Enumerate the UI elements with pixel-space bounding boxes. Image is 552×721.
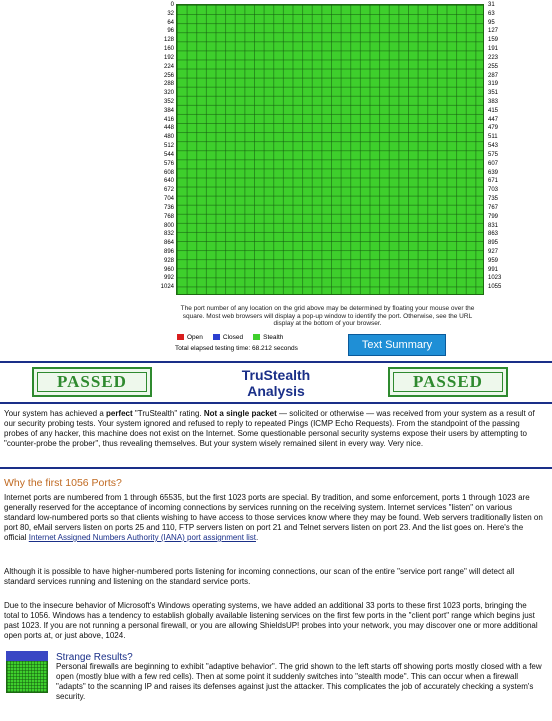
grid-row-start-label: 320: [163, 90, 174, 97]
analysis-title: [200, 367, 352, 399]
grid-row-start-label: 896: [163, 248, 174, 255]
summary-paragraph: Your system has achieved a perfect "TruStealth" rating. Not a single packet — solicited or otherwise — was received from your system as a result of our security probing tests. Your system ignored and refused to reply to repeated Pings (ICMP Echo Requests). From the standpoint of the passing probes of any hacker, this machine does not exist on the Internet. Some questionable personal security systems expose their users by attempting to "counter-probe the prober", thus revealing themselves. But your system wisely remained silent in every way. Very nice.: [4, 409, 535, 448]
grid-row-end-label: 927: [488, 248, 499, 255]
grid-row-start-label: 544: [163, 151, 174, 158]
grid-row-end-label: 159: [488, 37, 499, 44]
grid-row-end-label: 575: [488, 151, 499, 158]
grid-row-start-label: 640: [163, 178, 174, 185]
grid-row-start-label: 32: [167, 10, 174, 17]
grid-row-start-label: 224: [163, 63, 174, 70]
divider-middle: [0, 402, 552, 404]
analysis-title-line: Analysis: [247, 383, 305, 399]
legend-stealth-label: Stealth: [263, 334, 284, 341]
grid-row-start-label: 1024: [160, 284, 174, 291]
grid-row-start-label: 192: [163, 54, 174, 61]
legend-open: [177, 334, 203, 341]
passed-stamp-left: [32, 367, 152, 397]
grid-row-end-label: 991: [488, 266, 499, 273]
grid-row-start-label: 992: [163, 275, 174, 282]
grid-row-end-label: 543: [488, 143, 499, 150]
grid-row-start-label: 288: [163, 81, 174, 88]
grid-row-end-label: 703: [488, 187, 499, 194]
grid-row-end-label: 447: [488, 116, 499, 123]
analysis-title-line: TruStealth: [241, 367, 311, 383]
grid-row-start-label: 256: [163, 72, 174, 79]
grid-row-start-label: 512: [163, 143, 174, 150]
text-summary-button[interactable]: Text Summary: [348, 334, 446, 356]
why-paragraph-3: Due to the insecure behavior of Microsoft's Windows operating systems, we have added an additional 33 ports to these first 1023 ports, bringing the total to 1056. Windows has a tendency to establish globally available listening services on the first few ports in the "client port" range which begins just past 1023. If you are not running a personal firewall, or you are allowing ShieldsUP! probes into your network, you may discover one or more additional open ports at, or just above, 1024.: [4, 601, 538, 640]
grid-row-end-label: 799: [488, 213, 499, 220]
why-paragraph-1: Internet ports are numbered from 1 through 65535, but the first 1023 ports are special. By tradition, and some enforcement, ports 1 through 1023 are generally reserved for the acceptance of incoming connections by services running on the receiving system. Internet services "listen" on various standard low-numbered ports so that clients wishing to have access to those services know where they may be found. Web servers traditionally listen on port 80, eMail servers listen on ports 25 and 110, FTP servers listen on port 21 and Telnet servers listen on port 23. And the list goes on. Here's the official Internet Assigned Numbers Authority (IANA) port assignment list.: [4, 493, 543, 542]
grid-row-start-label: 736: [163, 204, 174, 211]
why-heading: Why the first 1056 Ports?: [4, 477, 122, 489]
grid-row-end-label: 767: [488, 204, 499, 211]
grid-row-end-label: 351: [488, 90, 499, 97]
grid-row-end-label: 95: [488, 19, 495, 26]
open-swatch: [177, 334, 184, 340]
stealth-swatch: [253, 334, 260, 340]
closed-swatch: [213, 334, 220, 340]
grid-row-end-label: 319: [488, 81, 499, 88]
grid-row-start-label: 960: [163, 266, 174, 273]
grid-row-start-label: 128: [163, 37, 174, 44]
grid-row-end-label: 671: [488, 178, 499, 185]
grid-row-start-label: 704: [163, 196, 174, 203]
grid-row-end-label: 255: [488, 63, 499, 70]
grid-row-start-label: 800: [163, 222, 174, 229]
grid-row-end-label: 895: [488, 240, 499, 247]
grid-row-end-label: 287: [488, 72, 499, 79]
legend-closed-label: Closed: [222, 334, 244, 341]
strange-results-text: Personal firewalls are beginning to exhibit "adaptive behavior". The grid shown to the left starts off showing ports mostly closed with a few open (mostly blue with a few red cells). Then at some point it suddenly switches into "stealth mode". This can occur when a firewall "adapts" to the scanning IP and raises its defenses against just the attacker. This complicates the job of accurately checking a system's security.: [56, 662, 542, 701]
grid-row-start-label: 0: [170, 2, 174, 8]
port-grid-area: [0, 0, 552, 300]
legend-stealth: [253, 334, 283, 341]
grid-row-start-label: 928: [163, 257, 174, 264]
grid-row-end-label: 959: [488, 257, 499, 264]
grid-row-end-label: 639: [488, 169, 499, 176]
grid-row-end-label: 63: [488, 10, 495, 17]
passed-stamp-text: PASSED: [393, 372, 503, 392]
strange-results-heading: Strange Results?: [56, 652, 133, 663]
grid-row-end-label: 479: [488, 125, 499, 132]
grid-row-end-label: 511: [488, 134, 498, 141]
grid-row-start-label: 160: [163, 46, 174, 53]
grid-row-start-label: 416: [163, 116, 174, 123]
grid-row-end-label: 607: [488, 160, 499, 167]
grid-row-start-label: 672: [163, 187, 174, 194]
passed-stamp-right: [388, 367, 508, 397]
grid-row-start-label: 384: [163, 107, 174, 114]
grid-row-end-label: 1055: [488, 284, 502, 291]
grid-row-end-label: 415: [488, 107, 499, 114]
grid-row-start-label: 832: [163, 231, 174, 238]
grid-row-end-label: 383: [488, 99, 499, 106]
why-paragraph-2: Although it is possible to have higher-numbered ports listening for incoming connections, our scan of the entire "service port range" will detect all standard services running and listening on the standard service ports.: [4, 567, 515, 586]
legend-open-label: Open: [187, 334, 203, 341]
grid-row-start-label: 608: [163, 169, 174, 176]
passed-stamp-text: PASSED: [37, 372, 147, 392]
grid-row-start-label: 864: [163, 240, 174, 247]
grid-row-end-label: 223: [488, 54, 499, 61]
grid-row-start-label: 64: [167, 19, 174, 26]
port-grid[interactable]: [176, 4, 484, 295]
grid-row-end-label: 735: [488, 196, 499, 203]
legend-closed: [213, 334, 243, 341]
iana-link[interactable]: Internet Assigned Numbers Authority (IANA) port assignment list: [28, 533, 256, 542]
grid-row-start-label: 576: [163, 160, 174, 167]
grid-row-end-label: 831: [488, 222, 499, 229]
divider-top: [0, 361, 552, 363]
grid-row-end-label: 191: [488, 46, 499, 53]
grid-row-start-label: 96: [167, 28, 174, 35]
grid-row-end-label: 863: [488, 231, 499, 238]
grid-row-end-label: 31: [488, 2, 495, 8]
grid-row-start-label: 480: [163, 134, 174, 141]
grid-row-end-label: 1023: [488, 275, 502, 282]
divider-lower: [0, 467, 552, 469]
legend: [177, 334, 283, 341]
elapsed-time: Total elapsed testing time: 68.212 seconds: [175, 345, 298, 352]
grid-note: The port number of any location on the grid above may be determined by floating your mouse over the square. Most web browsers will display a pop-up window to identify the port. Otherwise, see the URL display at the bottom of your browser.: [180, 305, 475, 327]
grid-row-start-label: 768: [163, 213, 174, 220]
strange-results-grid-closed-band: [6, 651, 48, 661]
grid-row-start-label: 448: [163, 125, 174, 132]
grid-row-start-label: 352: [163, 99, 174, 106]
grid-row-end-label: 127: [488, 28, 499, 35]
